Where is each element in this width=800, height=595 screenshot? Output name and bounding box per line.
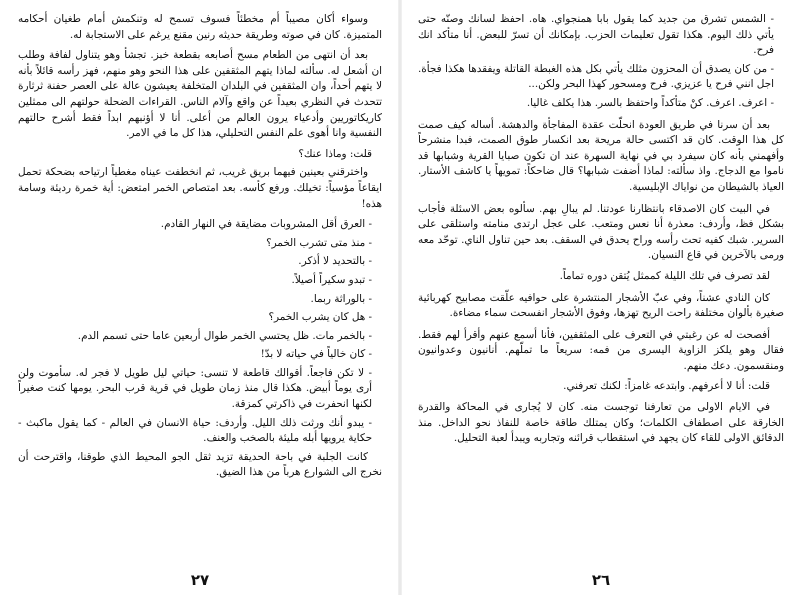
left-dialog-line: - منذ متى تشرب الخمر؟ bbox=[266, 236, 372, 249]
left-paragraph-1: وسواء أكان مصيباً أم مخطئاً فسوف تسمح له وتنكمش أمام طغيان أحكامه المتميزة. كان في صوته وطريقة حديثه رنين مقنع يرغم على الاستجابة له. bbox=[18, 13, 382, 41]
book-gutter bbox=[398, 0, 402, 595]
right-dialog-line: - اعرف. اعرف. كنْ متأكداً واحتفظ بالسر. هذا يكلف غاليا. bbox=[526, 96, 774, 109]
right-paragraph: قلت: أنا لا أعرفهم. وابتدعه غامزاً: لكنك تعرفني. bbox=[563, 380, 770, 393]
left-paragraph-2: بعد أن انتهى من الطعام مسح أصابعه بقطعة خبز. تجشأ وهو يتناول لفافة وطلب ان أشعل له. سألته لماذا يتهم المثقفين على هذا النحو وهو منهم، فهز رأسه قائلاً بأنه لا يتهم أحداً، وان المثقفين في البلدان المتخلفة يعيشون عالة على العصر حفنة ثرثارة تتحدث في النظري بعيداً عن واقع وآلام الناس. القراءات الضحلة حولتهم الى ممثلين كاريكاتوريين وأدعياء يرون العالم من أعلى. أنا لا أؤنبهم ابداً فقط أشرح حالتهم النفسية وانا أهوى علم النفس التحليلي، هذا كل ما في الامر. bbox=[18, 49, 382, 140]
left-dialog-line: - كان خالياً في حياته لا بدّ! bbox=[260, 348, 372, 361]
right-paragraph: في الايام الاولى من تعارفنا توجست منه. كان لا يُجارى في المحاكة والقدرة الخارقة على اصطفاف الكلمات؛ وكان يمتلك طاقة خاصة للنفاذ نحو الداخل. منذ الدقائق الاولى للقاء كان يجهد في استقطاب قرائنه وتجاربه ويبدأ لعبة التحليل. bbox=[418, 401, 784, 445]
right-dialog-line: - الشمس تشرق من جديد كما يقول بابا همنجواي. هاه. احفظ لسانك وصنّه حتى يأتي ذلك اليوم. هكذا تقول تعليمات الحزب. بإمكانك أن تسرّ للبعض. أنا متأكد انك فرح. bbox=[418, 13, 774, 57]
right-page bbox=[418, 0, 784, 595]
left-dialog-line: - هل كان يشرب الخمر؟ bbox=[268, 311, 372, 324]
right-paragraph: بعد أن سرنا في طريق العودة انحلّت عقدة المفاجأة والدهشة. أساله كيف صمت كل هذا الوقت. كان قد اكتسى حالة مريحة بعد انكسار طوق الصمت، فبدا منشرحاً وأفهمني بأنه كان سيفرد بي في نهاية السهرة عند ان تكون صبايا القرية وشبابها قد ناموا مع الدجاج. واذ سألته: لماذا أضفت شبابها؟ قال ضاحكاً: تمويهاً يا كاشف الأستار. العياذ بالشيطان من نواياك الإبليسية. bbox=[418, 118, 784, 193]
left-page bbox=[18, 0, 382, 595]
right-page-number: ٢٦ bbox=[591, 571, 611, 589]
left-dialog-line: - بالتحديد لا أذكر. bbox=[298, 255, 372, 268]
left-dialog-line: - تبدو سكيراً أصيلاً. bbox=[291, 273, 372, 286]
left-dialog-line: قلت: وماذا عنك؟ bbox=[298, 147, 372, 160]
right-paragraph: في البيت كان الاصدقاء بانتظارنا عودتنا. لم يبالِ بهم. سألوه بعض الاسئلة فأجاب بشكل فظ، وأردف: معذرة أنا نعس ومتعب. على عجل ارتدى منامته واستلقى على السرير. شبك كفيه تحت رأسه وراح يحدق في السقف. بعد حين تناول الناي. توحّد معه ورمى بالآخرين في قاع النسيان. bbox=[418, 202, 784, 262]
left-paragraph-last: كانت الجلبة في باحة الحديقة تزيد ثقل الجو المحيط الذي طوقنا، واقترحت أن نخرج الى الشوارع هرباً من هذا الضيق. bbox=[18, 450, 382, 479]
left-dialog-line: - بالوراثة ربما. bbox=[310, 292, 372, 305]
right-paragraph: أفصحت له عن رغبتي في التعرف على المثقفين، فأنا أسمع عنهم وأقرأ لهم فقط. فقال وهو يلكز الزاوية اليسرى من فمه: سريعاً ما تملّهم. أنانيون وعدوانيون ومنقسمون. دعك منهم. bbox=[418, 328, 784, 372]
right-paragraph: لقد تصرف في تلك الليلة كممثل يُتقن دوره تماماً. bbox=[559, 269, 770, 282]
left-dialog-line: - لا تكن فاجعاً. أقوالك قاطعة لا تنسى: حياتي ليل طويل لا فجر له. سأموت ولن أرى يوماً أبيض. هكذا قال منذ زمان طويل في قرية قرب البحر. يومها كنت صغيراً لكنها انحفرت في ذاكرتي كمزقة. bbox=[18, 366, 372, 411]
right-paragraph: كان النادي عشناً، وفي عبّ الأشجار المنتشرة على حوافيه علّقت مصابيح كهربائية صغيرة بألوان مختلفة راحت الريح تهزها، وفوق الأشجار انفسحت سماء مضاءة. bbox=[418, 291, 784, 320]
left-dialog-line: - بالخمر مات. ظل يحتسي الخمر طوال أربعين عاما حتى تسمم الدم. bbox=[77, 329, 372, 342]
left-dialog-line: - يبدو أنك ورثت ذلك الليل. وأردف: حياة الانسان في العالم - كما يقول ماكبث - حكاية يرويها أبله مليئة بالصخب والعنف. bbox=[18, 416, 372, 445]
left-dialog-line: - العرق أقل المشروبات مضايقة في النهار القادم. bbox=[160, 218, 372, 231]
left-paragraph-3: واخترقني بعينين فيهما بريق غريب، ثم انخطفت عيناه مغطياً ارتياحه بضحكة تحمل ايقاعاً مؤسياً: تخيلك. ورفع كأسه. بعد امتصاص الخمر امتعض: أية خمرة رديئة وسامة هذه! bbox=[18, 166, 382, 210]
left-page-number: ٢٧ bbox=[190, 571, 210, 589]
right-dialog-line: - من كان يصدق أن المحزون مثلك يأتي بكل هذه الغبطة القاتلة ويفقدها هكذا فجأة. اجل انني فرح يا عزيزي. فرح ومسحور كهذا البحر ولكن... bbox=[418, 62, 774, 91]
